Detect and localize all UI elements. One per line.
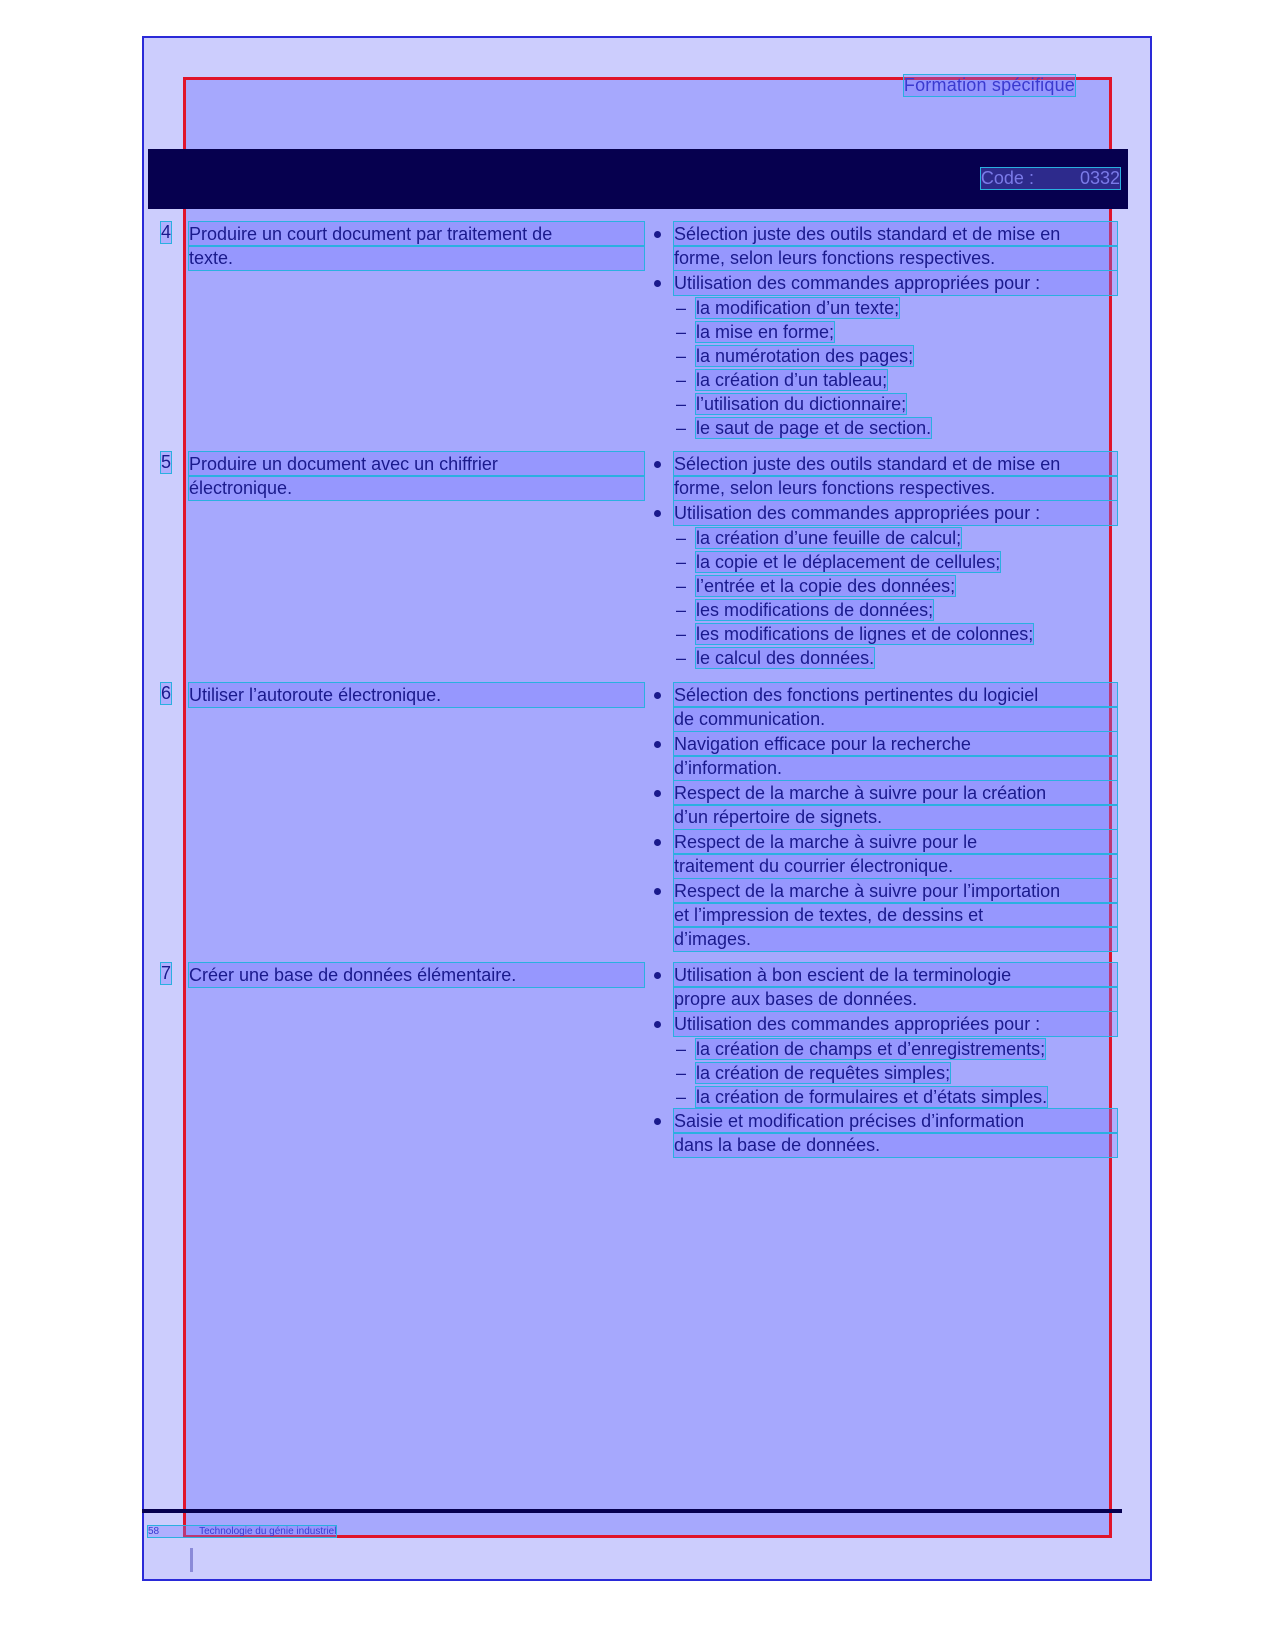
- bullet-icon: [654, 461, 661, 468]
- competency-statement: [189, 452, 644, 500]
- program-code: [981, 168, 1120, 189]
- competency-number: 7: [161, 963, 172, 983]
- code-value: 0332: [1079, 168, 1120, 188]
- sub-criterion: [652, 526, 1117, 550]
- bullet-icon: [654, 510, 661, 517]
- criterion-line: Utilisation des commandes appropriées pour :: [674, 501, 1117, 525]
- footer-title: Technologie du génie industriel: [199, 1526, 337, 1537]
- dash-icon: –: [676, 1087, 687, 1107]
- criterion-item: [652, 271, 1117, 295]
- competency-line: Produire un document avec un chiffrier: [189, 452, 644, 476]
- criterion-item: [652, 683, 1117, 731]
- dash-icon: –: [676, 322, 687, 342]
- criterion-line: Saisie et modification précises d’information: [674, 1109, 1117, 1133]
- page-footer: [148, 1526, 336, 1537]
- sub-criterion-text: la création de formulaires et d’états simples.: [696, 1087, 1048, 1107]
- footer-rule: [142, 1509, 1122, 1513]
- criterion-item: [652, 1012, 1117, 1036]
- sub-criterion: [652, 392, 1117, 416]
- dash-icon: –: [676, 298, 687, 318]
- criterion-line: d’images.: [674, 927, 1117, 951]
- criterion-line: Sélection des fonctions pertinentes du logiciel: [674, 683, 1117, 707]
- criterion-line: forme, selon leurs fonctions respectives.: [674, 246, 1117, 270]
- text-cursor: [190, 1548, 193, 1572]
- criterion-line: Utilisation des commandes appropriées pour :: [674, 1012, 1117, 1036]
- sub-criterion: [652, 646, 1117, 670]
- sub-criterion-text: le saut de page et de section.: [696, 418, 932, 438]
- dash-icon: –: [676, 552, 687, 572]
- sub-criterion-text: la modification d’un texte;: [696, 298, 900, 318]
- criterion-line: Respect de la marche à suivre pour la création: [674, 781, 1117, 805]
- sub-criterion: [652, 1037, 1117, 1061]
- dash-icon: –: [676, 600, 687, 620]
- criterion-line: propre aux bases de données.: [674, 987, 1117, 1011]
- criterion-line: Respect de la marche à suivre pour le: [674, 830, 1117, 854]
- sub-criterion-text: les modifications de lignes et de colonnes;: [696, 624, 1034, 644]
- competency-statement: [189, 683, 644, 707]
- competency-line: Produire un court document par traitement de: [189, 222, 644, 246]
- section-title: Formation spécifique: [903, 75, 1075, 95]
- competency-number: 4: [161, 222, 172, 242]
- code-banner: [148, 149, 1128, 209]
- sub-criterion-text: la création d’un tableau;: [696, 370, 888, 390]
- sub-criterion: [652, 1085, 1117, 1109]
- criteria-list: [652, 452, 1117, 670]
- sub-criterion: [652, 622, 1117, 646]
- dash-icon: –: [676, 418, 687, 438]
- criterion-item: [652, 732, 1117, 780]
- bullet-icon: [654, 790, 661, 797]
- criterion-line: Navigation efficace pour la recherche: [674, 732, 1117, 756]
- sub-criterion-text: l’entrée et la copie des données;: [696, 576, 956, 596]
- criterion-line: traitement du courrier électronique.: [674, 854, 1117, 878]
- bullet-icon: [654, 692, 661, 699]
- sub-criterion-text: le calcul des données.: [696, 648, 875, 668]
- criterion-line: Respect de la marche à suivre pour l’importation: [674, 879, 1117, 903]
- criterion-item: [652, 781, 1117, 829]
- criterion-item: [652, 830, 1117, 878]
- sub-criterion-text: la création d’une feuille de calcul;: [696, 528, 962, 548]
- bullet-icon: [654, 231, 661, 238]
- criterion-item: [652, 452, 1117, 500]
- criterion-line: forme, selon leurs fonctions respectives.: [674, 476, 1117, 500]
- criterion-line: de communication.: [674, 707, 1117, 731]
- criterion-item: [652, 879, 1117, 951]
- dash-icon: –: [676, 1039, 687, 1059]
- dash-icon: –: [676, 576, 687, 596]
- competency-line: Créer une base de données élémentaire.: [189, 963, 644, 987]
- competency-line: texte.: [189, 246, 644, 270]
- dash-icon: –: [676, 1063, 687, 1083]
- dash-icon: –: [676, 648, 687, 668]
- criterion-line: Utilisation des commandes appropriées pour :: [674, 271, 1117, 295]
- criteria-list: [652, 683, 1117, 952]
- bullet-icon: [654, 888, 661, 895]
- competency-statement: [189, 963, 644, 987]
- sub-criterion-text: la mise en forme;: [696, 322, 835, 342]
- sub-criterion: [652, 296, 1117, 320]
- competency-statement: [189, 222, 644, 270]
- dash-icon: –: [676, 346, 687, 366]
- dash-icon: –: [676, 624, 687, 644]
- competency-line: électronique.: [189, 476, 644, 500]
- criterion-line: Utilisation à bon escient de la terminologie: [674, 963, 1117, 987]
- criterion-item: [652, 1109, 1117, 1157]
- criterion-line: d’information.: [674, 756, 1117, 780]
- criteria-list: [652, 222, 1117, 440]
- criterion-line: dans la base de données.: [674, 1133, 1117, 1157]
- dash-icon: –: [676, 528, 687, 548]
- sub-criterion-text: la numérotation des pages;: [696, 346, 914, 366]
- sub-criterion-text: la copie et le déplacement de cellules;: [696, 552, 1001, 572]
- sub-criterion-text: les modifications de données;: [696, 600, 934, 620]
- competency-line: Utiliser l’autoroute électronique.: [189, 683, 644, 707]
- sub-criterion: [652, 416, 1117, 440]
- criterion-line: et l’impression de textes, de dessins et: [674, 903, 1117, 927]
- sub-criterion: [652, 344, 1117, 368]
- sub-criterion-text: la création de requêtes simples;: [696, 1063, 951, 1083]
- competency-number: 5: [161, 452, 172, 472]
- criterion-line: Sélection juste des outils standard et de mise en: [674, 222, 1117, 246]
- bullet-icon: [654, 1021, 661, 1028]
- criterion-line: d’un répertoire de signets.: [674, 805, 1117, 829]
- sub-criterion: [652, 574, 1117, 598]
- sub-criterion: [652, 598, 1117, 622]
- bullet-icon: [654, 741, 661, 748]
- criterion-item: [652, 501, 1117, 525]
- criteria-list: [652, 963, 1117, 1158]
- bullet-icon: [654, 972, 661, 979]
- dash-icon: –: [676, 370, 687, 390]
- sub-criterion: [652, 1061, 1117, 1085]
- sub-criterion: [652, 368, 1117, 392]
- competency-number: 6: [161, 683, 172, 703]
- sub-criterion: [652, 320, 1117, 344]
- sub-criterion-text: la création de champs et d’enregistrements;: [696, 1039, 1046, 1059]
- bullet-icon: [654, 280, 661, 287]
- page-number: 58: [148, 1526, 160, 1537]
- bullet-icon: [654, 839, 661, 846]
- bullet-icon: [654, 1118, 661, 1125]
- criterion-item: [652, 963, 1117, 1011]
- sub-criterion-text: l’utilisation du dictionnaire;: [696, 394, 907, 414]
- dash-icon: –: [676, 394, 687, 414]
- criterion-line: Sélection juste des outils standard et de mise en: [674, 452, 1117, 476]
- sub-criterion: [652, 550, 1117, 574]
- code-label: Code :: [980, 168, 1034, 188]
- criterion-item: [652, 222, 1117, 270]
